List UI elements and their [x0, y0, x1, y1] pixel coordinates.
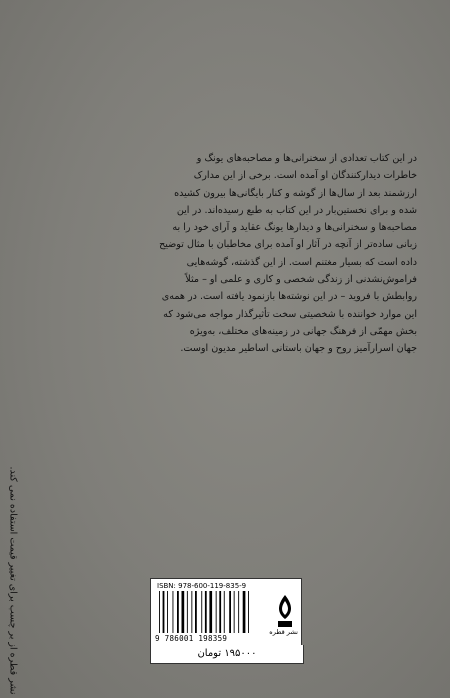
barcode-label [150, 578, 302, 647]
barcode-stripe [224, 591, 225, 633]
blurb-line: داده است که بسیار مغتنم است. از این گذشته، گوشه‌هایی [186, 256, 417, 268]
barcode-stripe [201, 591, 202, 633]
barcode-stripe [243, 591, 246, 633]
price-sticker-note-text: نشر قطره از بر چسب برای تغییر قیمت استفاده نمی کند. [7, 465, 19, 695]
barcode-stripe [191, 591, 192, 633]
price-label: ۱۹۵۰۰۰ تومان [150, 645, 304, 664]
blurb-line: در این کتاب تعدادی از سخنرانی‌ها و مصاحبه‌های یونگ و [196, 153, 417, 164]
barcode-stripe [173, 591, 174, 633]
blurb-line: این موارد خواننده با شخصیتی سخت تأثیرگذار مواجه می‌شود که [163, 308, 417, 320]
barcode-stripe [248, 591, 249, 633]
barcode-stripe [182, 591, 185, 633]
blurb-line: ارزشمند بعد از سال‌ها از گوشه و کنار بایگانی‌ها بیرون کشیده [174, 187, 417, 199]
barcode-stripe [209, 591, 212, 633]
publisher-logo-icon [274, 593, 296, 629]
barcode-digits: 9 786001 198359 [155, 634, 228, 643]
price-sticker-note [0, 465, 26, 695]
barcode-stripe [177, 591, 179, 633]
book-blurb [83, 150, 417, 358]
blurb-line: خاطرات دیدارکنندگان او آمده است. برخی از این مدارک [193, 170, 417, 182]
publisher-label: نشر قطره [269, 628, 298, 636]
barcode-stripe [238, 591, 239, 633]
barcode-stripe [187, 591, 188, 633]
barcode-stripe [234, 591, 235, 633]
barcode-stripe [163, 591, 165, 633]
barcode-stripe [229, 591, 231, 633]
barcode-bars [157, 591, 267, 633]
barcode-stripe [195, 591, 197, 633]
blurb-line: فراموش‌نشدنی از زندگی شخصی و کاری و علمی او – مثلاً [185, 274, 417, 286]
blurb-line: بخش مهمّی از فرهنگ جهانی در زمینه‌های مختلف، به‌ویژه [189, 325, 417, 337]
isbn-text: ISBN: 978-600-119-835-9 [157, 582, 247, 590]
barcode-stripe [219, 591, 221, 633]
barcode-stripe [216, 591, 217, 633]
blurb-line: جهان اسرارآمیز روح و جهان باستانی اساطیر مدیون اوست. [180, 343, 417, 355]
blurb-line: روابطش با فروید – در این نوشته‌ها بازنمود یافته است. در همه‌ی [161, 291, 417, 303]
blurb-line: شده و برای نخستین‌بار در این کتاب به طبع رسیده‌اند. در این [176, 204, 417, 216]
barcode-stripe [205, 591, 207, 633]
barcode-stripe [159, 591, 160, 633]
barcode-stripe [167, 591, 168, 633]
blurb-line: مصاحبه‌ها و سخنرانی‌ها و دیدارها یونگ عقاید و آرای خود را به [172, 222, 417, 234]
blurb-line: زبانی ساده‌تر از آنچه در آثار او آمده برای مخاطبان با مثال توضیح [159, 239, 417, 251]
